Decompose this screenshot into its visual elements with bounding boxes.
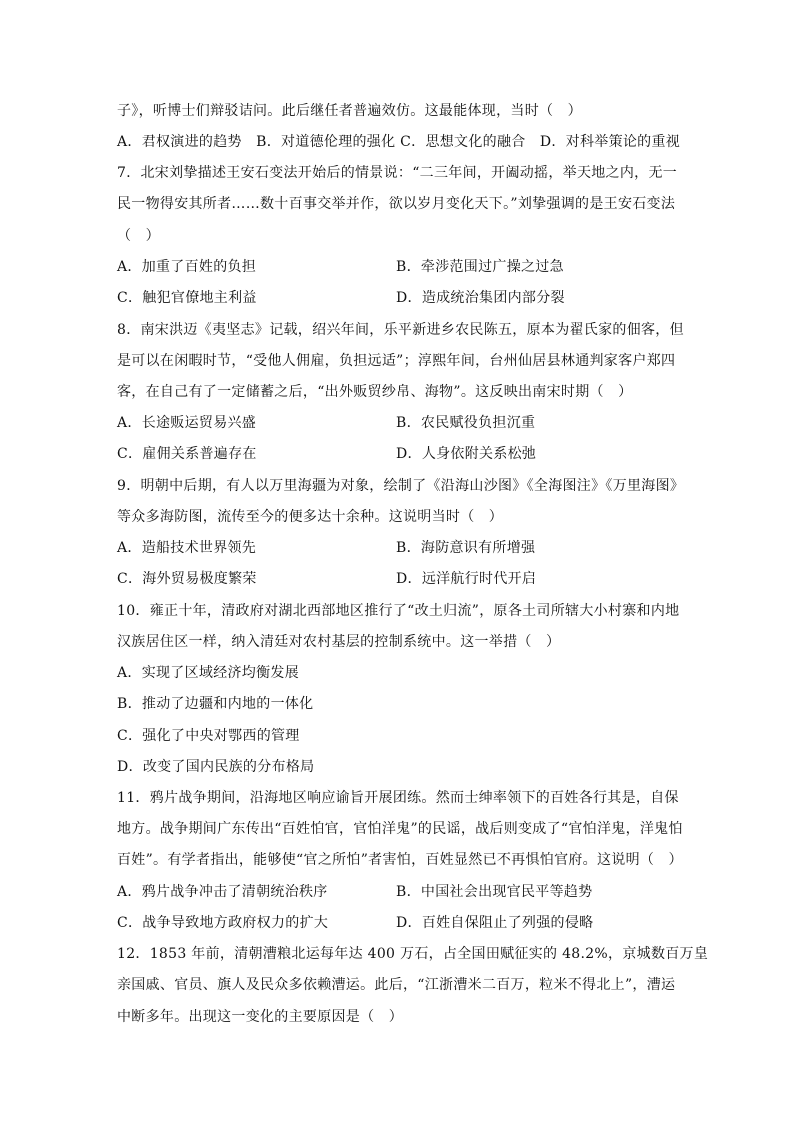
q11-option-b: B．中国社会出现官民平等趋势 [396, 884, 593, 900]
q12-line-2: 亲国戚、官员、旗人及民众多依赖漕运。此后，“江浙漕米二百万，粒米不得北上”，漕运 [117, 977, 676, 993]
q9-option-b: B．海防意识有所增强 [396, 540, 536, 556]
q11-line-3: 百姓”。有学者指出，能够使“官之所怕”者害怕，百姓显然已不再惧怕官府。这说明（ ） [117, 852, 683, 868]
q7-option-d: D．造成统治集团内部分裂 [396, 290, 565, 306]
q8-line-2: 是可以在闲暇时节，“受他人佣雇，负担远适”；淳熙年间，台州仙居县林通判家客户郑四 [117, 353, 676, 369]
q10-line-1: 10．雍正十年，清政府对湖北西部地区推行了“改土归流”，原各土司所辖大小村寨和内地 [117, 603, 680, 619]
q11-line-2: 地方。战争期间广东传出“百姓怕官，官怕洋鬼”的民谣，战后则变成了“官怕洋鬼，洋鬼怕 [117, 821, 683, 837]
q11-line-1: 11．鸦片战争期间，沿海地区响应谕旨开展团练。然而士绅率领下的百姓各行其是，自保 [117, 790, 679, 806]
q8-option-b: B．农民赋役负担沉重 [396, 415, 536, 431]
q7-option-a: A．加重了百姓的负担 [117, 259, 257, 275]
q7-option-b: B．牵涉范围过广操之过急 [396, 259, 564, 275]
q7-line-3: （ ） [117, 228, 160, 244]
q8-option-d: D．人身依附关系松弛 [396, 446, 537, 462]
q7-line-1: 7．北宋刘挚描述王安石变法开始后的情景说：“二三年间，开阖动摇，举天地之内，无一 [117, 165, 678, 181]
q10-option-a: A．实现了区域经济均衡发展 [117, 665, 300, 681]
q8-option-a: A．长途贩运贸易兴盛 [117, 415, 257, 431]
q8-line-1: 8．南宋洪迈《夷坚志》记载，绍兴年间，乐平新进乡农民陈五，原本为翟氏家的佃客，但 [117, 322, 684, 338]
q9-line-1: 9．明朝中后期，有人以万里海疆为对象，绘制了《沿海山沙图》《全海图注》《万里海图》 [117, 478, 685, 494]
q12-line-1: 12．1853 年前，清朝漕粮北运每年达 400 万石，占全国田赋征实的 48.2%，京城数百万皇 [117, 946, 709, 962]
q7-option-c: C．触犯官僚地主利益 [117, 290, 257, 306]
q10-option-d: D．改变了国内民族的分布格局 [117, 759, 315, 775]
q10-line-2: 汉族居住区一样，纳入清廷对农村基层的控制系统中。这一举措（ ） [117, 634, 561, 650]
q9-option-d: D．远洋航行时代开启 [396, 571, 537, 587]
q10-option-b: B．推动了边疆和内地的一体化 [117, 696, 314, 712]
q6-line-1: 子》，听博士们辩驳诘问。此后继任者普遍效仿。这最能体现，当时（ ） [117, 103, 582, 119]
q9-line-2: 等众多海防图，流传至今的便多达十余种。这说明当时（ ） [117, 509, 504, 525]
q11-option-d: D．百姓自保阻止了列强的侵略 [396, 915, 594, 931]
q9-option-c: C．海外贸易极度繁荣 [117, 571, 257, 587]
q6-options: A．君权演进的趋势 B．对道德伦理的强化 C．思想文化的融合 D．对科举策论的重视 [117, 134, 681, 150]
q11-option-c: C．战争导致地方政府权力的扩大 [117, 915, 329, 931]
q7-line-2: 民一物得安其所者……数十百事交举并作，欲以岁月变化天下。”刘挚强调的是王安石变法 [117, 196, 676, 212]
q10-option-c: C．强化了中央对鄂西的管理 [117, 728, 300, 744]
q11-option-a: A．鸦片战争冲击了清朝统治秩序 [117, 884, 328, 900]
q9-option-a: A．造船技术世界领先 [117, 540, 257, 556]
q12-line-3: 中断多年。出现这一变化的主要原因是（ ） [117, 1009, 403, 1025]
q8-line-3: 客，在自己有了一定储蓄之后，“出外贩贸纱帛、海物”。这反映出南宋时期（ ） [117, 384, 633, 400]
q8-option-c: C．雇佣关系普遍存在 [117, 446, 257, 462]
